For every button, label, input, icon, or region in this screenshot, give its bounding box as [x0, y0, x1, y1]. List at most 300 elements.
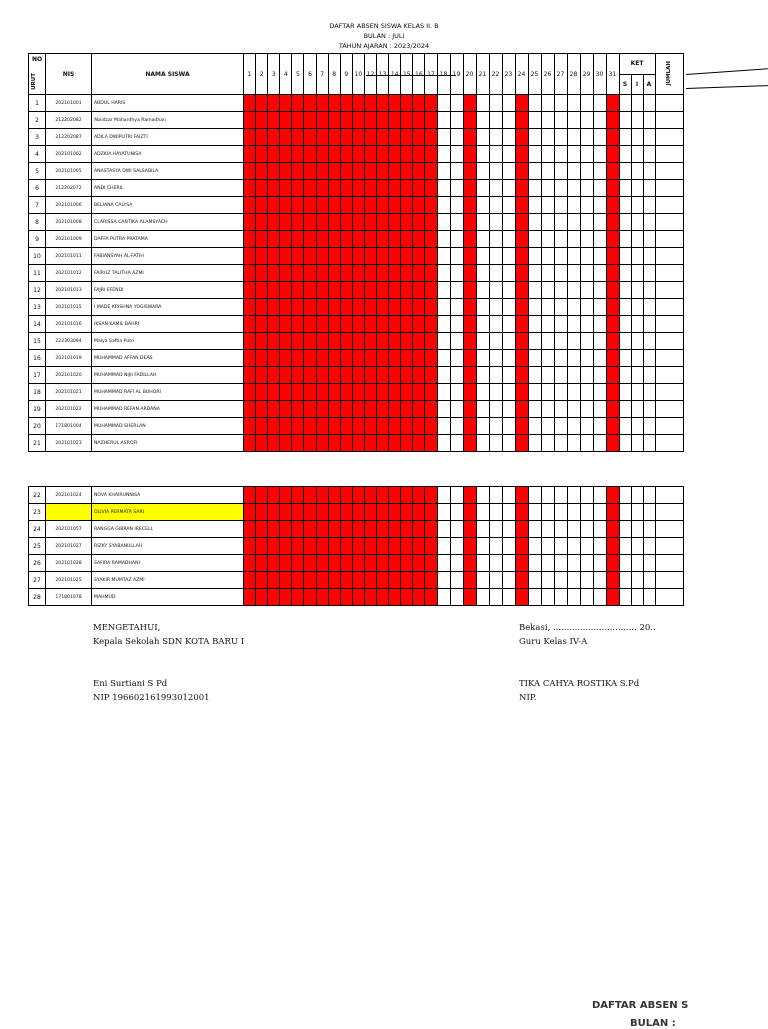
holiday-cell — [515, 316, 528, 333]
attendance-cell — [567, 572, 580, 589]
holiday-cell — [364, 265, 376, 282]
holiday-cell — [463, 589, 476, 606]
attendance-cell — [541, 401, 554, 418]
holiday-cell — [425, 401, 437, 418]
holiday-cell — [328, 248, 340, 265]
row-number: 19 — [29, 401, 46, 418]
attendance-cell — [502, 299, 515, 316]
holiday-cell — [304, 299, 316, 316]
attendance-cell — [528, 504, 541, 521]
holiday-cell — [425, 487, 437, 504]
holiday-cell — [515, 384, 528, 401]
row-number: 12 — [29, 282, 46, 299]
attendance-cell — [655, 572, 683, 589]
attendance-cell — [643, 265, 655, 282]
student-row — [29, 435, 684, 452]
attendance-cell — [554, 197, 567, 214]
holiday-cell — [377, 384, 389, 401]
attendance-cell — [580, 538, 593, 555]
holiday-cell — [606, 265, 619, 282]
holiday-cell — [292, 521, 304, 538]
holiday-cell — [316, 504, 328, 521]
attendance-cell — [437, 163, 450, 180]
student-row — [29, 401, 684, 418]
attendance-cell — [655, 521, 683, 538]
holiday-cell — [244, 504, 256, 521]
holiday-cell — [280, 333, 292, 350]
attendance-cell — [489, 589, 502, 606]
holiday-cell — [292, 418, 304, 435]
day-header: 20 — [463, 54, 476, 95]
holiday-cell — [352, 521, 364, 538]
holiday-cell — [280, 248, 292, 265]
attendance-cell — [655, 418, 683, 435]
holiday-cell — [328, 384, 340, 401]
student-name: SAFIRA RAMADHANI — [92, 555, 244, 572]
attendance-cell — [655, 214, 683, 231]
attendance-cell — [643, 163, 655, 180]
attendance-cell — [643, 589, 655, 606]
holiday-cell — [352, 350, 364, 367]
holiday-cell — [316, 418, 328, 435]
attendance-cell — [631, 231, 643, 248]
day-header: 6 — [304, 54, 316, 95]
holiday-cell — [401, 367, 413, 384]
row-number: 14 — [29, 316, 46, 333]
holiday-cell — [268, 435, 280, 452]
holiday-cell — [413, 538, 425, 555]
attendance-cell — [554, 231, 567, 248]
student-nis: 202101020 — [46, 367, 92, 384]
holiday-cell — [244, 555, 256, 572]
holiday-cell — [413, 504, 425, 521]
attendance-cell — [489, 333, 502, 350]
holiday-cell — [352, 197, 364, 214]
holiday-cell — [413, 265, 425, 282]
holiday-cell — [389, 367, 401, 384]
holiday-cell — [340, 384, 352, 401]
holiday-cell — [389, 487, 401, 504]
holiday-cell — [606, 163, 619, 180]
holiday-cell — [268, 180, 280, 197]
attendance-cell — [489, 299, 502, 316]
attendance-cell — [593, 384, 606, 401]
attendance-cell — [476, 555, 489, 572]
attendance-cell — [580, 487, 593, 504]
holiday-cell — [463, 231, 476, 248]
student-row — [29, 299, 684, 316]
holiday-cell — [463, 350, 476, 367]
attendance-cell — [554, 367, 567, 384]
holiday-cell — [340, 418, 352, 435]
attendance-cell — [502, 146, 515, 163]
holiday-cell — [268, 555, 280, 572]
holiday-cell — [244, 146, 256, 163]
holiday-cell — [515, 231, 528, 248]
holiday-cell — [377, 146, 389, 163]
attendance-cell — [502, 112, 515, 129]
principal-title: Kepala Sekolah SDN KOTA BARU I — [93, 637, 245, 647]
attendance-cell — [619, 401, 631, 418]
holiday-cell — [413, 435, 425, 452]
attendance-cell — [619, 231, 631, 248]
holiday-cell — [280, 418, 292, 435]
attendance-cell — [655, 299, 683, 316]
attendance-cell — [643, 572, 655, 589]
day-header: 4 — [280, 54, 292, 95]
attendance-cell — [476, 299, 489, 316]
attendance-cell — [631, 299, 643, 316]
holiday-cell — [463, 538, 476, 555]
row-number: 4 — [29, 146, 46, 163]
holiday-cell — [280, 316, 292, 333]
holiday-cell — [316, 435, 328, 452]
holiday-cell — [606, 538, 619, 555]
attendance-cell — [655, 538, 683, 555]
attendance-cell — [580, 589, 593, 606]
holiday-cell — [292, 589, 304, 606]
holiday-cell — [401, 299, 413, 316]
holiday-cell — [268, 282, 280, 299]
holiday-cell — [268, 384, 280, 401]
attendance-cell — [567, 435, 580, 452]
holiday-cell — [244, 197, 256, 214]
holiday-cell — [413, 248, 425, 265]
holiday-cell — [280, 95, 292, 112]
holiday-cell — [268, 589, 280, 606]
attendance-cell — [502, 487, 515, 504]
attendance-cell — [450, 333, 463, 350]
holiday-cell — [304, 316, 316, 333]
holiday-cell — [364, 316, 376, 333]
attendance-cell — [476, 146, 489, 163]
attendance-cell — [476, 197, 489, 214]
attendance-cell — [489, 129, 502, 146]
holiday-cell — [364, 95, 376, 112]
holiday-cell — [268, 538, 280, 555]
attendance-cell — [502, 435, 515, 452]
attendance-cell — [541, 316, 554, 333]
attendance-cell — [593, 589, 606, 606]
attendance-cell — [541, 299, 554, 316]
holiday-cell — [328, 538, 340, 555]
holiday-cell — [304, 231, 316, 248]
attendance-cell — [437, 555, 450, 572]
attendance-cell — [476, 112, 489, 129]
holiday-cell — [328, 299, 340, 316]
day-header: 29 — [580, 54, 593, 95]
holiday-cell — [364, 401, 376, 418]
holiday-cell — [377, 521, 389, 538]
attendance-cell — [489, 197, 502, 214]
holiday-cell — [364, 231, 376, 248]
holiday-cell — [377, 299, 389, 316]
holiday-cell — [280, 521, 292, 538]
student-nis: 202101013 — [46, 282, 92, 299]
attendance-cell — [554, 589, 567, 606]
holiday-cell — [268, 214, 280, 231]
attendance-cell — [489, 401, 502, 418]
attendance-cell — [489, 95, 502, 112]
attendance-cell — [528, 538, 541, 555]
attendance-cell — [437, 265, 450, 282]
student-name: ADILA DWIPUTRI FAIZTI — [92, 129, 244, 146]
holiday-cell — [606, 316, 619, 333]
day-header: 15 — [401, 54, 413, 95]
attendance-cell — [437, 214, 450, 231]
holiday-cell — [401, 555, 413, 572]
holiday-cell — [377, 95, 389, 112]
student-name: FAIRUZ TALITHA AZMI — [92, 265, 244, 282]
attendance-cell — [554, 112, 567, 129]
holiday-cell — [425, 504, 437, 521]
attendance-cell — [502, 248, 515, 265]
holiday-cell — [280, 282, 292, 299]
row-number: 13 — [29, 299, 46, 316]
attendance-cell — [554, 265, 567, 282]
holiday-cell — [328, 555, 340, 572]
attendance-table-bottom — [28, 486, 684, 606]
holiday-cell — [268, 333, 280, 350]
holiday-cell — [401, 538, 413, 555]
holiday-cell — [377, 435, 389, 452]
holiday-cell — [244, 521, 256, 538]
attendance-cell — [437, 401, 450, 418]
attendance-cell — [643, 435, 655, 452]
row-number: 25 — [29, 538, 46, 555]
attendance-cell — [450, 231, 463, 248]
attendance-cell — [528, 265, 541, 282]
attendance-cell — [437, 282, 450, 299]
day-header: 28 — [567, 54, 580, 95]
holiday-cell — [515, 589, 528, 606]
holiday-cell — [515, 163, 528, 180]
holiday-cell — [340, 316, 352, 333]
attendance-cell — [593, 299, 606, 316]
holiday-cell — [352, 418, 364, 435]
student-nis: 202101022 — [46, 401, 92, 418]
attendance-cell — [643, 350, 655, 367]
attendance-cell — [541, 248, 554, 265]
holiday-cell — [316, 146, 328, 163]
holiday-cell — [425, 129, 437, 146]
student-row — [29, 538, 684, 555]
row-number: 21 — [29, 435, 46, 452]
holiday-cell — [377, 333, 389, 350]
attendance-cell — [541, 435, 554, 452]
holiday-cell — [292, 487, 304, 504]
attendance-cell — [489, 384, 502, 401]
signature-right — [519, 621, 656, 705]
attendance-cell — [580, 316, 593, 333]
row-number: 20 — [29, 418, 46, 435]
attendance-cell — [567, 316, 580, 333]
student-nis: 202101024 — [46, 487, 92, 504]
attendance-cell — [619, 248, 631, 265]
student-name: ABDUL HARIS — [92, 95, 244, 112]
attendance-cell — [450, 487, 463, 504]
attendance-cell — [450, 401, 463, 418]
holiday-cell — [401, 384, 413, 401]
attendance-cell — [502, 418, 515, 435]
holiday-cell — [425, 435, 437, 452]
attendance-cell — [580, 572, 593, 589]
holiday-cell — [292, 248, 304, 265]
student-nis: 202101002 — [46, 146, 92, 163]
attendance-cell — [619, 333, 631, 350]
attendance-cell — [631, 282, 643, 299]
attendance-cell — [643, 487, 655, 504]
attendance-cell — [580, 214, 593, 231]
student-nis: 202101057 — [46, 521, 92, 538]
student-nis: 202101021 — [46, 384, 92, 401]
holiday-cell — [463, 384, 476, 401]
attendance-cell — [437, 435, 450, 452]
student-nis: 202101025 — [46, 572, 92, 589]
student-nis: 212202087 — [46, 129, 92, 146]
attendance-cell — [450, 435, 463, 452]
student-name: NAZHERUL ASROFI — [92, 435, 244, 452]
holiday-cell — [389, 265, 401, 282]
holiday-cell — [316, 282, 328, 299]
attendance-cell — [450, 367, 463, 384]
attendance-cell — [643, 418, 655, 435]
attendance-cell — [476, 589, 489, 606]
holiday-cell — [389, 521, 401, 538]
attendance-cell — [643, 299, 655, 316]
holiday-cell — [463, 316, 476, 333]
attendance-cell — [476, 384, 489, 401]
attendance-cell — [450, 248, 463, 265]
attendance-cell — [631, 265, 643, 282]
holiday-cell — [606, 180, 619, 197]
attendance-cell — [450, 146, 463, 163]
holiday-cell — [256, 265, 268, 282]
attendance-cell — [567, 384, 580, 401]
student-name: SYAKIR MUMTAZ AZMI — [92, 572, 244, 589]
holiday-cell — [304, 504, 316, 521]
row-number: 26 — [29, 555, 46, 572]
attendance-cell — [593, 487, 606, 504]
attendance-cell — [619, 316, 631, 333]
holiday-cell — [389, 555, 401, 572]
attendance-cell — [541, 333, 554, 350]
holiday-cell — [316, 589, 328, 606]
attendance-cell — [450, 129, 463, 146]
attendance-cell — [593, 180, 606, 197]
attendance-cell — [450, 197, 463, 214]
row-number: 23 — [29, 504, 46, 521]
day-header: 22 — [489, 54, 502, 95]
attendance-cell — [489, 146, 502, 163]
attendance-cell — [554, 163, 567, 180]
attendance-cell — [619, 214, 631, 231]
attendance-cell — [631, 521, 643, 538]
holiday-cell — [401, 418, 413, 435]
document-title: DAFTAR ABSEN SISWA KELAS II. B — [329, 22, 439, 30]
attendance-cell — [567, 265, 580, 282]
attendance-cell — [541, 129, 554, 146]
holiday-cell — [606, 435, 619, 452]
student-row — [29, 180, 684, 197]
attendance-cell — [643, 521, 655, 538]
holiday-cell — [268, 367, 280, 384]
holiday-cell — [463, 418, 476, 435]
holiday-cell — [328, 231, 340, 248]
attendance-cell — [655, 589, 683, 606]
row-number: 2 — [29, 112, 46, 129]
attendance-cell — [631, 180, 643, 197]
holiday-cell — [292, 367, 304, 384]
attendance-cell — [554, 401, 567, 418]
attendance-cell — [593, 555, 606, 572]
attendance-cell — [528, 487, 541, 504]
day-header: 5 — [292, 54, 304, 95]
holiday-cell — [606, 197, 619, 214]
holiday-cell — [316, 401, 328, 418]
student-name: MUHAMMAD AFFAN DEAS — [92, 350, 244, 367]
attendance-cell — [655, 146, 683, 163]
student-nis: 212202082 — [46, 112, 92, 129]
day-header: 31 — [606, 54, 619, 95]
attendance-cell — [643, 214, 655, 231]
holiday-cell — [389, 401, 401, 418]
holiday-cell — [515, 299, 528, 316]
student-nis: 202101006 — [46, 197, 92, 214]
holiday-cell — [364, 572, 376, 589]
holiday-cell — [280, 384, 292, 401]
holiday-cell — [256, 316, 268, 333]
holiday-cell — [425, 146, 437, 163]
day-header: 17 — [425, 54, 437, 95]
holiday-cell — [328, 282, 340, 299]
attendance-cell — [541, 418, 554, 435]
attendance-cell — [437, 418, 450, 435]
holiday-cell — [425, 350, 437, 367]
holiday-cell — [268, 95, 280, 112]
holiday-cell — [364, 180, 376, 197]
holiday-cell — [515, 282, 528, 299]
holiday-cell — [401, 231, 413, 248]
student-row — [29, 589, 684, 606]
student-row — [29, 367, 684, 384]
attendance-cell — [593, 367, 606, 384]
holiday-cell — [256, 384, 268, 401]
attendance-cell — [476, 316, 489, 333]
attendance-cell — [502, 555, 515, 572]
attendance-cell — [593, 572, 606, 589]
attendance-cell — [502, 572, 515, 589]
attendance-cell — [476, 333, 489, 350]
student-row — [29, 504, 684, 521]
holiday-cell — [606, 248, 619, 265]
attendance-cell — [643, 129, 655, 146]
holiday-cell — [304, 95, 316, 112]
attendance-cell — [619, 504, 631, 521]
attendance-cell — [502, 180, 515, 197]
holiday-cell — [413, 299, 425, 316]
holiday-cell — [256, 214, 268, 231]
holiday-cell — [304, 572, 316, 589]
attendance-cell — [643, 401, 655, 418]
student-row — [29, 282, 684, 299]
holiday-cell — [364, 214, 376, 231]
attendance-cell — [593, 350, 606, 367]
attendance-cell — [643, 95, 655, 112]
attendance-cell — [619, 282, 631, 299]
student-row — [29, 163, 684, 180]
holiday-cell — [515, 367, 528, 384]
